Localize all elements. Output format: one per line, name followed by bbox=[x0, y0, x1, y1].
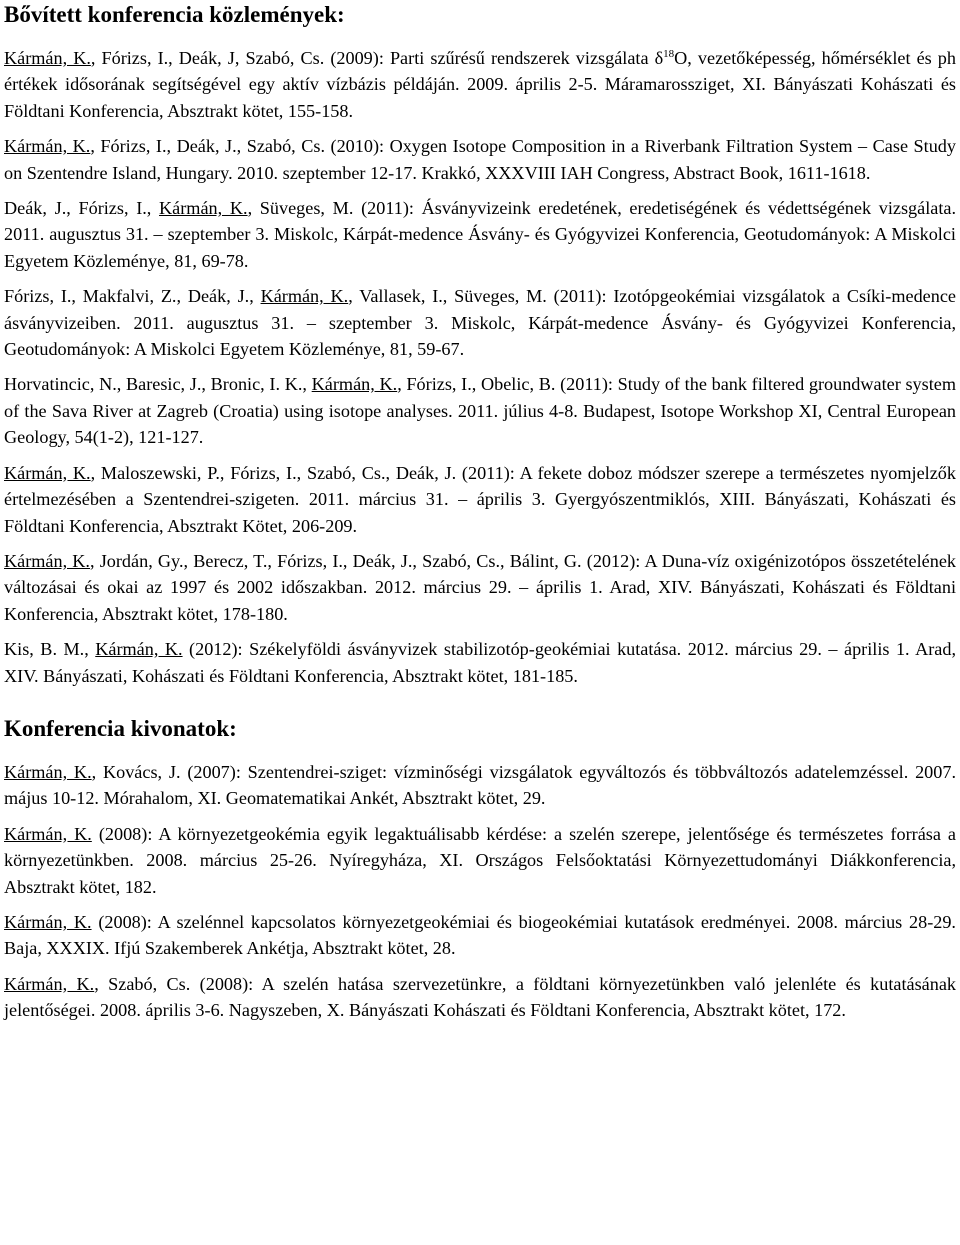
author-highlight: Kármán, K. bbox=[4, 462, 91, 483]
author-highlight: Kármán, K. bbox=[4, 761, 92, 782]
citation-entry bbox=[4, 971, 956, 1024]
author-highlight: Kármán, K. bbox=[4, 136, 91, 157]
citation-entry bbox=[4, 460, 956, 539]
citation-text: , Maloszewski, P., Fórizs, I., Szabó, Cs., Deák, J. (2011): A fekete doboz módszer szerepe a természetes nyomjelzők értelmezésében a Szentendrei-szigeten. 2011. március 31. – április 3. Gyergyószentmiklós, XIII. Bányászati, Kohászati és Földtani Konferencia, Absztrakt Kötet, 206-209. bbox=[4, 462, 956, 536]
citation-text: (2012): Székelyföldi ásványvizek stabilizotóp-geokémiai kutatása. 2012. március 29. – április 1. Arad, XIV. Bányászati, Kohászati és Földtani Konferencia, Absztrakt kötet, 181-185. bbox=[4, 639, 956, 686]
conference-abstracts-list bbox=[4, 759, 956, 1024]
citation-entry bbox=[4, 548, 956, 627]
citation-text: , Fórizs, I., Deák, J, Szabó, Cs. (2009): Parti szűrésű rendszerek vizsgálata δ bbox=[90, 48, 664, 68]
citation-entry bbox=[4, 821, 956, 900]
citation-entry bbox=[4, 636, 956, 689]
citation-text: Fórizs, I., Makfalvi, Z., Deák, J., bbox=[4, 286, 261, 307]
author-highlight: Kármán, K. bbox=[4, 48, 91, 68]
author-highlight: Kármán, K. bbox=[311, 374, 398, 395]
author-highlight: Kármán, K. bbox=[95, 639, 183, 660]
author-highlight: Kármán, K. bbox=[260, 286, 349, 307]
citation-text: Kis, B. M., bbox=[4, 639, 96, 660]
superscript: 18 bbox=[663, 47, 675, 60]
author-highlight: Kármán, K. bbox=[159, 198, 248, 219]
citation-text: , Fórizs, I., Deák, J., Szabó, Cs. (2010): Oxygen Isotope Composition in a Riverbank Filtration System – Case Study on Szentendre Island, Hungary. 2010. szeptember 12-17. Krakkó, XXXVIII IAH Congress, Abstract Book, 1611-1618. bbox=[4, 136, 956, 183]
citation-text: Deák, J., Fórizs, I., bbox=[4, 198, 160, 219]
citation-text: (2008): A környezetgeokémia egyik legaktuálisabb kérdése: a szelén szerepe, jelentősége és természetes forrása a környezetünkben. 2008. március 25-26. Nyíregyháza, XI. Országos Felsőoktatási Környezettudományi Diákkonferencia, Absztrakt kötet, 182. bbox=[4, 823, 956, 897]
citation-text: O, vezetőképesség, hőmérséklet és ph értékek idősorának segítségével egy aktív vízbázis példáján. 2009. április 2-5. Máramarossziget, XI. Bányászati Kohászati és Földtani Konferencia, Absztrakt kötet, 155-158. bbox=[4, 48, 956, 121]
citation-text: , Vallasek, I., Süveges, M. (2011): Izotópgeokémiai vizsgálatok a Csíki-medence ásványvizeiben. 2011. augusztus 31. – szeptember 3. Miskolc, Kárpát-medence Ásvány- és Gyógyvizei Konferencia, Geotudományok: A Miskolci Egyetem Közleménye, 81, 59-67. bbox=[4, 286, 956, 360]
author-highlight: Kármán, K. bbox=[4, 911, 92, 932]
extended-proceedings-list bbox=[4, 45, 956, 689]
section-heading-extended-proceedings: Bővített konferencia közlemények: bbox=[4, 2, 345, 27]
citation-text: (2008): A szelénnel kapcsolatos környezetgeokémiai és biogeokémiai kutatások eredményei. 2008. március 28-29. Baja, XXXIX. Ifjú Szakemberek Ankétja, Absztrakt kötet, 28. bbox=[4, 911, 956, 959]
citation-entry bbox=[4, 195, 956, 274]
citation-entry bbox=[4, 283, 956, 362]
citation-text: , Fórizs, I., Obelic, B. (2011): Study of the bank filtered groundwater system of the Sava River at Zagreb (Croatia) using isotope analyses. 2011. július 4-8. Budapest, Isotope Workshop XI, Central European Geology, 54(1-2), 121-127. bbox=[4, 374, 956, 448]
citation-text: , Szabó, Cs. (2008): A szelén hatása szervezetünkre, a földtani környezetünkben való jelenléte és kutatásának jelentőségei. 2008. április 3-6. Nagyszeben, X. Bányászati Kohászati és Földtani Konferencia, Absztrakt kötet, 172. bbox=[4, 973, 956, 1021]
citation-text: Horvatincic, N., Baresic, J., Bronic, I. K., bbox=[4, 374, 312, 395]
author-highlight: Kármán, K. bbox=[4, 550, 90, 571]
author-highlight: Kármán, K. bbox=[4, 823, 92, 844]
citation-entry bbox=[4, 909, 956, 962]
citation-text: , Süveges, M. (2011): Ásványvizeink eredetének, eredetiségének és védettségének vizsgálata. 2011. augusztus 31. – szeptember 3. Miskolc, Kárpát-medence Ásvány- és Gyógyvizei Konferencia, Geotudományok: A Miskolci Egyetem Közleménye, 81, 69-78. bbox=[4, 198, 956, 271]
citation-text: , Jordán, Gy., Berecz, T., Fórizs, I., Deák, J., Szabó, Cs., Bálint, G. (2012): A Duna-víz oxigénizotópos összetételének változásai és okai az 1997 és 2002 időszakban. 2012. március 29. – április 1. Arad, XIV. Bányászati, Kohászati és Földtani Konferencia, Absztrakt kötet, 178-180. bbox=[4, 550, 956, 624]
citation-entry bbox=[4, 133, 956, 186]
section-heading-conference-abstracts: Konferencia kivonatok: bbox=[4, 715, 237, 741]
citation-text: , Kovács, J. (2007): Szentendrei-sziget: vízminőségi vizsgálatok egyváltozós és többváltozós adatelemzéssel. 2007. május 10-12. Mórahalom, XI. Geomatematikai Ankét, Absztrakt kötet, 29. bbox=[4, 761, 956, 809]
citation-entry bbox=[4, 45, 956, 124]
citation-entry bbox=[4, 371, 956, 450]
citation-entry bbox=[4, 759, 956, 812]
author-highlight: Kármán, K. bbox=[4, 973, 95, 994]
